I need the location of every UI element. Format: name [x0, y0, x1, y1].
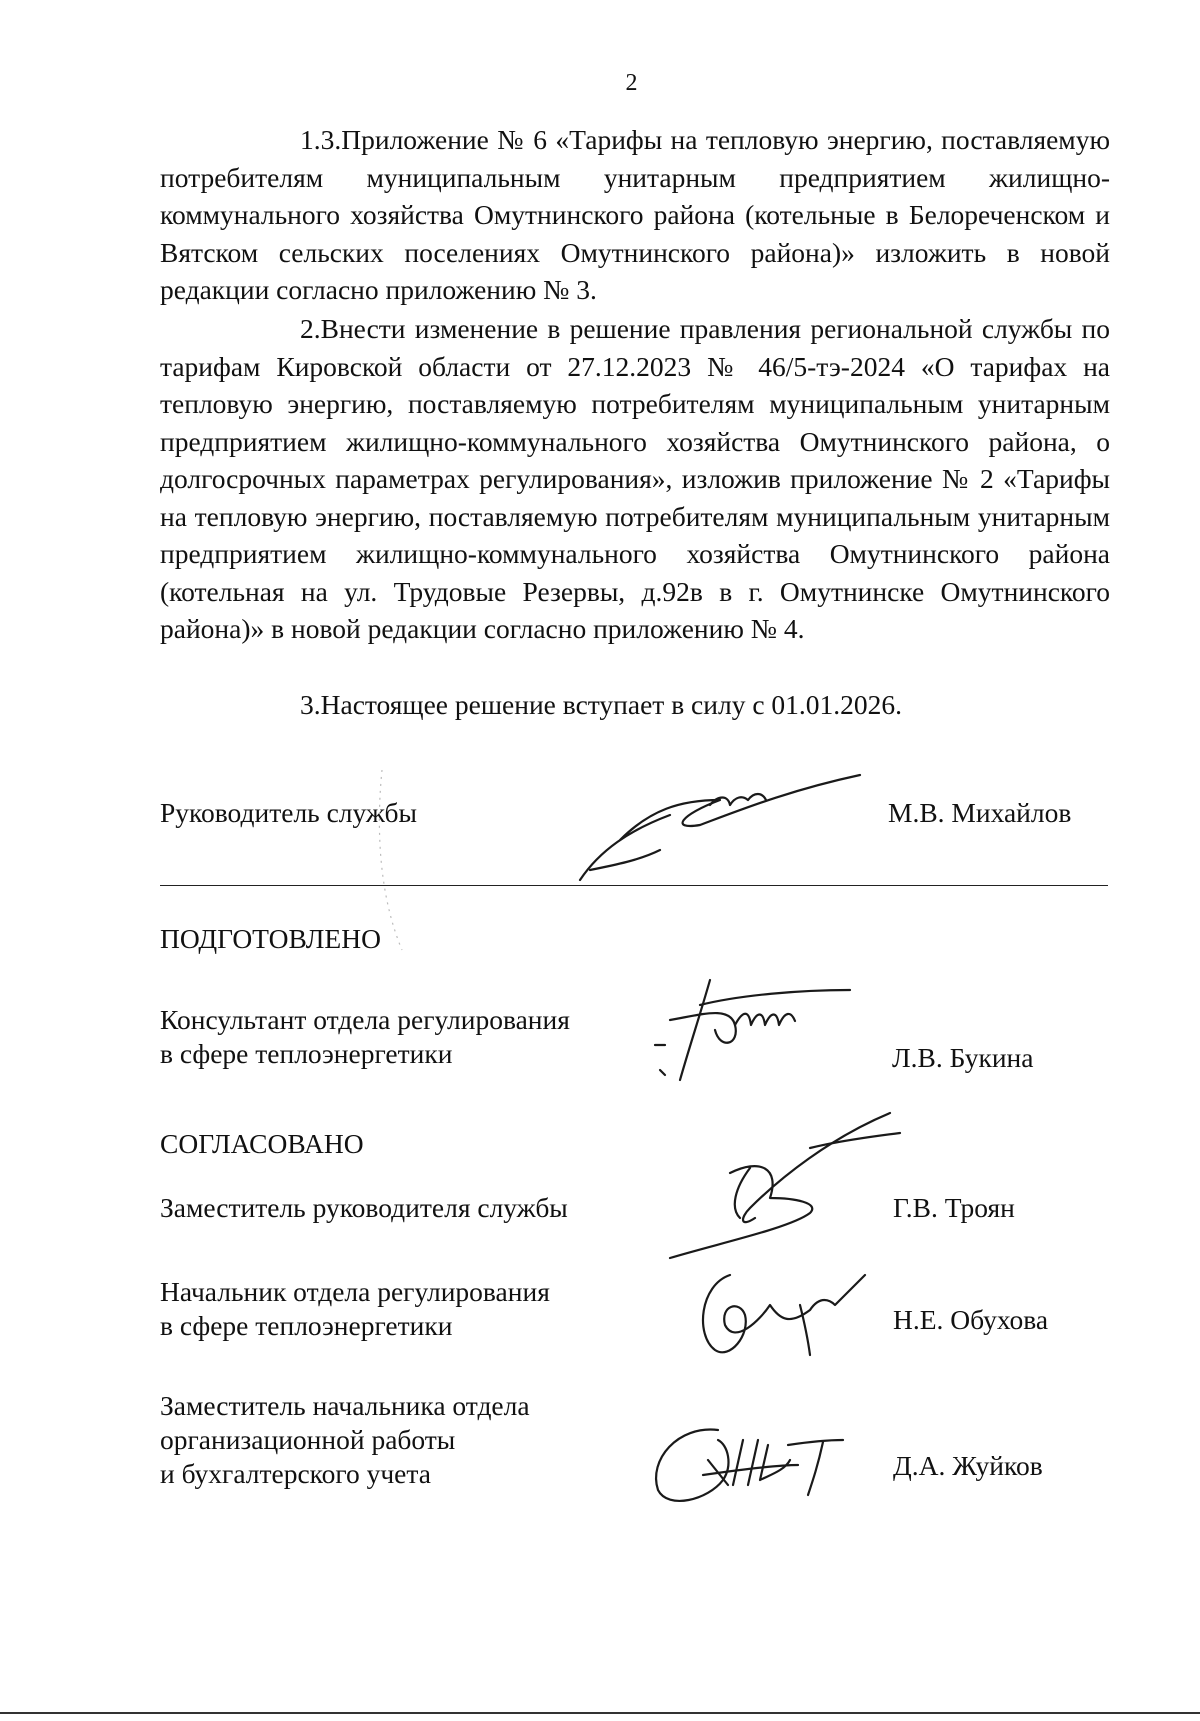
paragraph-2	[160, 310, 1110, 648]
prepared-position-line2: в сфере теплоэнергетики	[160, 1038, 453, 1069]
paragraph-text: Внести изменение в решение правления региональной службы по тарифам Кировской области от 27.12.2023 № 46/5-тэ-2024 «О тарифах на тепловую энергию, поставляемую потребителям муниципальным унитарным предприятием жилищно-коммунального хозяйства Омутнинского района, о долгосрочных параметрах регулирования», изложив приложение № 2 «Тарифы на тепловую энергию, поставляемую потребителям муниципальным унитарным предприятием жилищно-коммунального хозяйства Омутнинского района (котельная на ул. Трудовые Резервы, д.92в в г. Омутнинске Омутнинского района)» в новой редакции согласно приложению № 4.	[160, 313, 1110, 644]
agreed-1-signature	[660, 1108, 900, 1268]
paragraph-3	[160, 686, 1110, 724]
head-signature	[560, 770, 880, 890]
agreed-3-position-line1: Заместитель начальника отдела	[160, 1390, 530, 1421]
paragraph-number: 3.	[300, 689, 321, 720]
prepared-name: Л.В. Букина	[892, 1042, 1034, 1073]
agreed-3-signature	[648, 1420, 848, 1510]
prepared-position-line1: Консультант отдела регулирования	[160, 1004, 570, 1035]
paragraph-1-3	[160, 121, 1110, 309]
agreed-2-signature	[690, 1265, 870, 1360]
head-name: М.В. Михайлов	[888, 797, 1072, 828]
paragraph-number: 1.3.	[300, 124, 342, 155]
agreed-1-name: Г.В. Троян	[893, 1192, 1015, 1223]
agreed-1-position: Заместитель руководителя службы	[160, 1192, 568, 1223]
agreed-heading: СОГЛАСОВАНО	[160, 1128, 364, 1159]
paragraph-text: Настоящее решение вступает в силу с 01.01.2026.	[320, 689, 903, 720]
bottom-rule	[0, 1712, 1200, 1714]
paragraph-number: 2.	[300, 313, 321, 344]
agreed-3-position-line3: и бухгалтерского учета	[160, 1458, 431, 1489]
prepared-heading: ПОДГОТОВЛЕНО	[160, 923, 381, 954]
signature-rule	[160, 885, 1108, 886]
page-number: 2	[625, 70, 638, 96]
head-position: Руководитель службы	[160, 797, 418, 828]
agreed-3-name: Д.А. Жуйков	[893, 1450, 1043, 1481]
agreed-2-name: Н.Е. Обухова	[893, 1304, 1049, 1335]
agreed-2-position-line1: Начальник отдела регулирования	[160, 1276, 550, 1307]
paragraph-text: Приложение № 6 «Тарифы на тепловую энергию, поставляемую потребителям муниципальным унитарным предприятием жилищно-коммунального хозяйства Омутнинского района (котельные в Белореченском и Вятском сельских поселениях Омутнинского района)» изложить в новой редакции согласно приложению № 3.	[160, 124, 1110, 305]
agreed-2-position-line2: в сфере теплоэнергетики	[160, 1310, 453, 1341]
agreed-3-position-line2: организационной работы	[160, 1424, 456, 1455]
prepared-signature	[640, 975, 860, 1085]
stamp-mark	[372, 760, 442, 960]
